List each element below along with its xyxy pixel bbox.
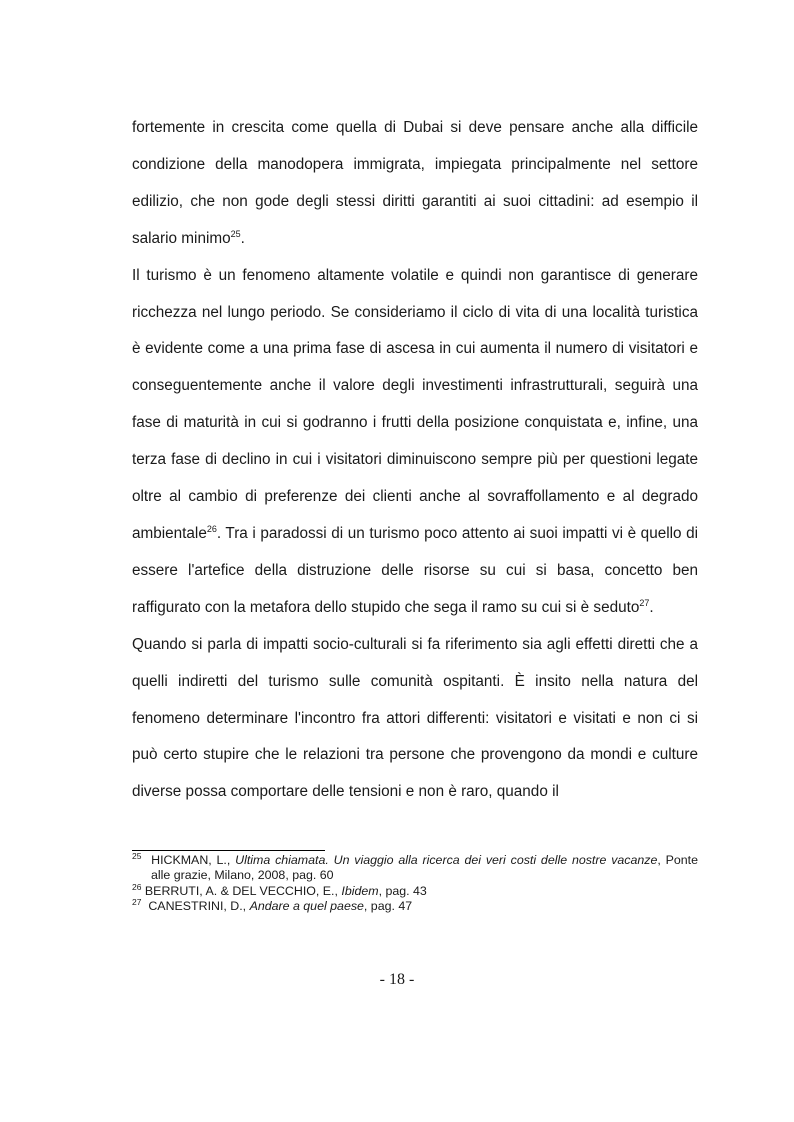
text-run: . xyxy=(240,229,245,247)
text-run: . Tra i paradossi di un turismo poco attento ai suoi impatti vi è quello di essere l'artefice della distruzione delle risorse su cui si basa, concetto ben raffigurato con la metafora dello stupido che sega il ramo su cui si è seduto xyxy=(132,524,698,616)
paragraph xyxy=(132,110,698,258)
footnote-gap xyxy=(141,853,151,867)
text-run: HICKMAN, L., xyxy=(151,853,236,867)
footnote-number: 27 xyxy=(132,897,142,908)
footnote-number: 26 xyxy=(132,881,142,892)
footnote-separator xyxy=(132,850,325,851)
footnote xyxy=(132,881,698,899)
text-run: Quando si parla di impatti socio-culturali si fa riferimento sia agli effetti diretti che a quelli indiretti del turismo sulle comunità ospitanti. È insito nella natura del fenomeno determinare l'incontro fra attori differenti: visitatori e visitati e non ci si può certo stupire che le relazioni tra persone che provengono da mondi e culture diverse possa comportare delle tensioni e non è raro, quando il xyxy=(132,635,698,801)
text-run: CANESTRINI, D., xyxy=(148,899,250,914)
footnote xyxy=(132,853,698,884)
footnote-reference: 27 xyxy=(639,597,650,608)
text-run: , pag. 47 xyxy=(363,899,413,914)
body-text xyxy=(132,110,698,811)
italic-title: Ibidem xyxy=(341,883,379,898)
italic-title: Ultima chiamata. Un viaggio alla ricerca dei veri costi delle nostre vacanze xyxy=(235,853,658,867)
text-run: fortemente in crescita come quella di Dubai si deve pensare anche alla difficile condizione della manodopera immigrata, impiegata principalmente nel settore edilizio, che non gode degli stessi diritti garantiti ai suoi cittadini: ad esempio il salario minimo xyxy=(132,119,698,247)
text-run: Il turismo è un fenomeno altamente volatile e quindi non garantisce di generare ricchezza nel lungo periodo. Se consideriamo il ciclo di vita di una località turistica è evidente come a una prima fase di ascesa in cui aumenta il numero di visitatori e conseguentemente anche il valore degli investimenti infrastrutturali, seguirà una fase di maturità in cui si godranno i frutti della posizione conquistata e, infine, una terza fase di declino in cui i visitatori diminuiscono sempre più per questioni legate oltre al cambio di preferenze dei clienti anche al sovraffollamento e al degrado ambientale xyxy=(132,266,698,542)
footnotes xyxy=(132,853,698,915)
text-run: , pag. 43 xyxy=(378,883,427,898)
text-run: BERRUTI, A. & DEL VECCHIO, E., xyxy=(144,883,342,898)
footnote-number: 25 xyxy=(132,851,142,861)
footnote xyxy=(132,899,698,914)
page-number: - 18 - xyxy=(379,971,415,988)
footnote-reference: 25 xyxy=(230,228,241,239)
paragraph xyxy=(132,627,698,812)
text-run: , Ponte alle grazie, Milano, 2008, pag. 60 xyxy=(151,853,699,883)
paragraph xyxy=(132,258,698,627)
text-run: . xyxy=(649,598,654,616)
footnote-reference: 26 xyxy=(206,523,217,534)
italic-title: Andare a quel paese xyxy=(249,899,364,914)
